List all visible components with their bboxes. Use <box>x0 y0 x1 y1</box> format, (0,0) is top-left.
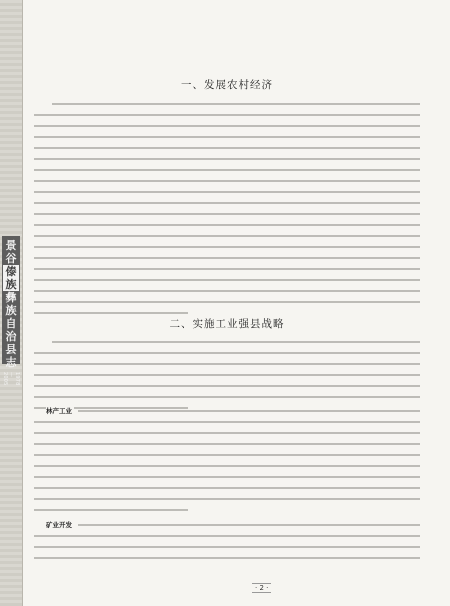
title-char: 县 <box>5 343 17 356</box>
text-line <box>34 136 420 138</box>
paragraph <box>34 103 420 323</box>
text-line <box>34 476 420 478</box>
text-line <box>34 443 420 445</box>
text-line <box>34 374 420 376</box>
text-line <box>34 352 420 354</box>
text-line <box>34 546 420 548</box>
paragraph-forestry <box>34 407 420 520</box>
text-line <box>34 235 420 237</box>
text-line <box>34 557 420 559</box>
section-heading-2: 二、实施工业强县战略 <box>169 318 285 330</box>
text-line <box>34 487 420 489</box>
text-line <box>34 290 420 292</box>
title-char: 族 <box>3 278 19 291</box>
page-body <box>34 0 420 606</box>
text-line <box>34 312 188 314</box>
title-char: 彝 <box>5 291 17 304</box>
text-line <box>34 268 420 270</box>
paragraph <box>34 341 420 418</box>
text-line <box>34 246 420 248</box>
text-line <box>78 524 420 526</box>
title-char: 谷 <box>5 252 17 265</box>
text-line <box>34 421 420 423</box>
text-line <box>34 224 420 226</box>
title-char: 族 <box>5 304 17 317</box>
title-char: 傣 <box>3 265 19 278</box>
section-heading-1: 一、发展农村经济 <box>181 79 273 91</box>
text-line <box>34 147 420 149</box>
text-line <box>34 169 420 171</box>
paragraph-label-mining: 矿业开发 <box>46 521 72 529</box>
paragraph-mining <box>34 521 420 568</box>
text-line <box>34 279 420 281</box>
book-title-vertical <box>2 236 20 386</box>
text-line <box>34 213 420 215</box>
text-line <box>34 509 188 511</box>
title-char: 景 <box>5 239 17 252</box>
paragraph-label-forestry: 林产工业 <box>46 407 72 415</box>
text-line <box>34 385 420 387</box>
text-line <box>34 465 420 467</box>
text-line <box>34 180 420 182</box>
title-char: 志 <box>5 356 17 369</box>
text-line <box>34 432 420 434</box>
text-line <box>34 454 420 456</box>
text-line <box>52 341 420 343</box>
page-number: · 2 · <box>252 583 271 593</box>
title-char: 治 <box>5 330 17 343</box>
text-line <box>52 103 420 105</box>
text-line <box>34 114 420 116</box>
text-line <box>34 257 420 259</box>
text-line <box>34 535 420 537</box>
text-line <box>34 498 420 500</box>
title-years: 1978—2005 <box>2 372 20 386</box>
text-line <box>78 410 420 412</box>
text-line <box>34 396 420 398</box>
text-line <box>34 363 420 365</box>
text-line <box>34 191 420 193</box>
text-line <box>34 202 420 204</box>
text-line <box>34 125 420 127</box>
text-line <box>34 158 420 160</box>
text-line <box>34 301 420 303</box>
title-char: 自 <box>5 317 17 330</box>
